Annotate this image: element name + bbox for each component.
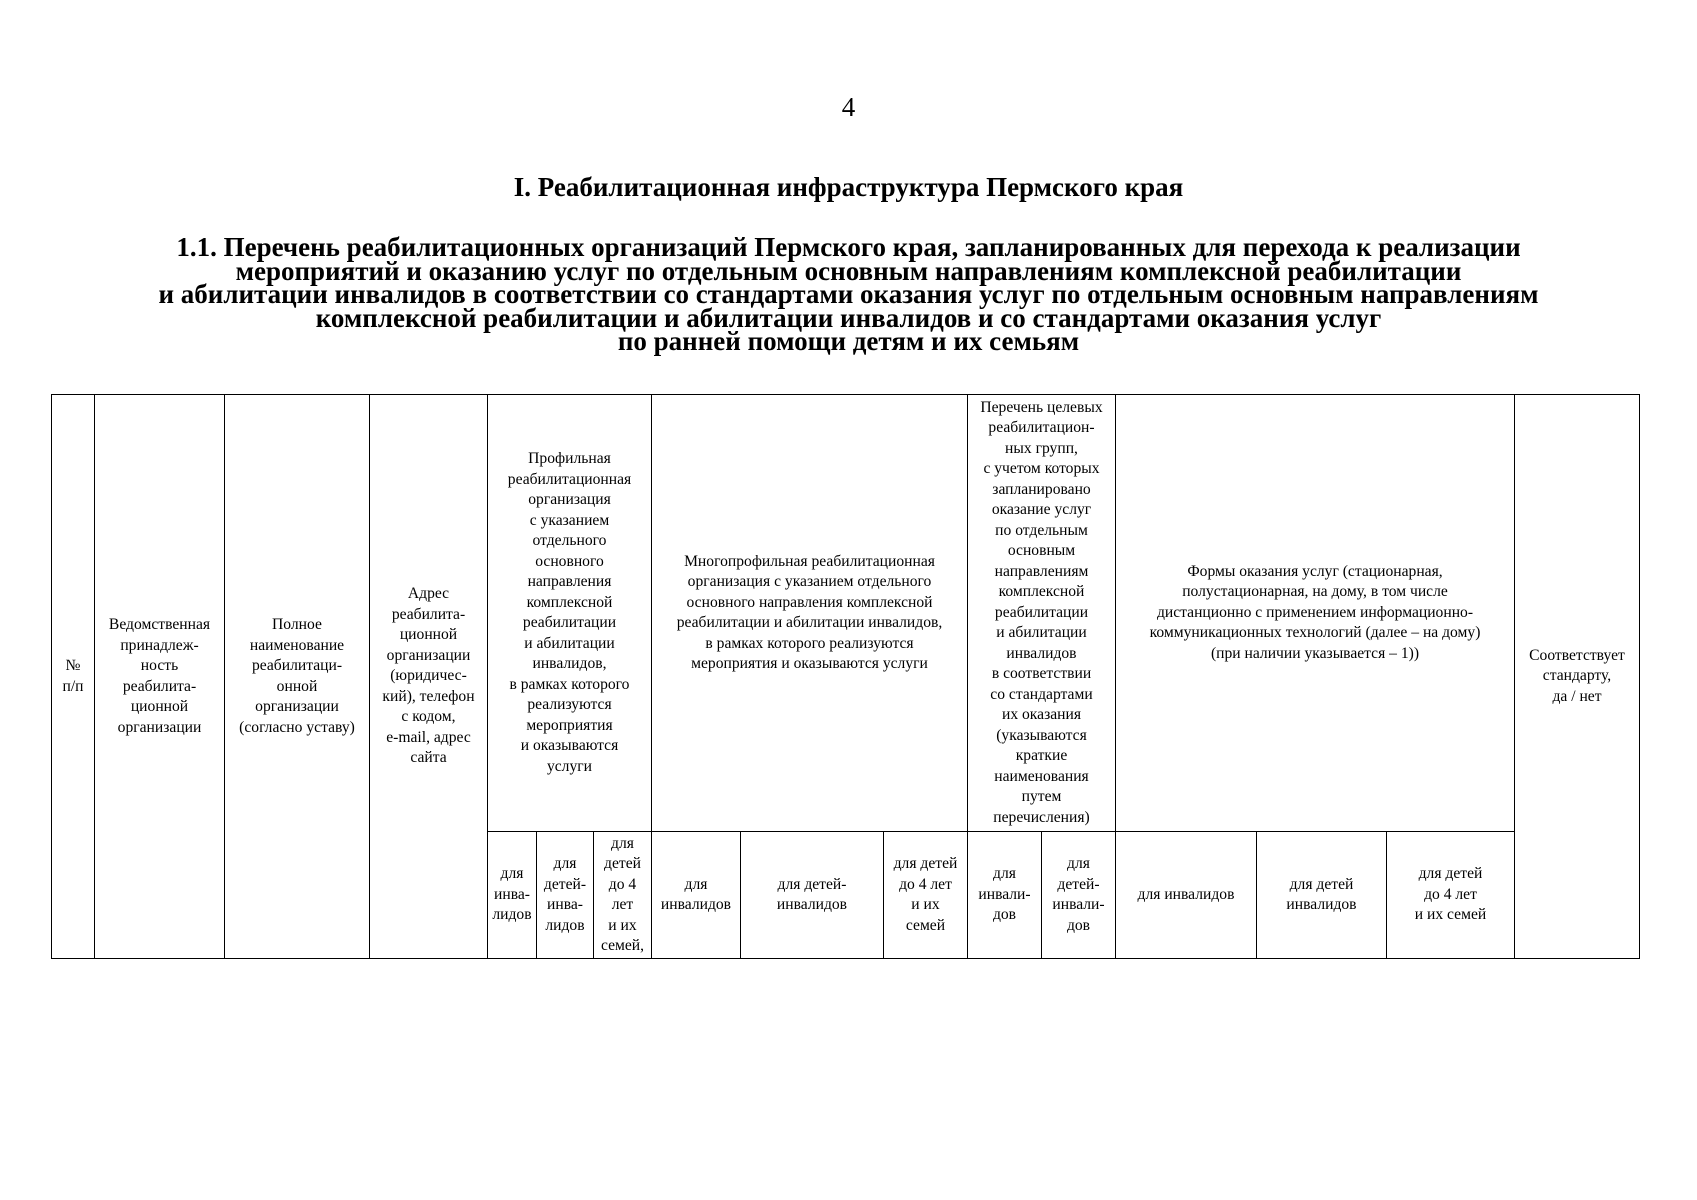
header-row: [52, 395, 1640, 832]
subheading-line: мероприятий и оказанию услуг по отдельным основным направлениям комплексной реабилитации: [235, 255, 1462, 286]
organizations-table: [51, 394, 1640, 959]
subheading-line: комплексной реабилитации и абилитации инвалидов и со стандартами оказания услуг: [315, 302, 1382, 333]
header-cell-address: Адрес реабилита- ционной организации (юридичес- кий), телефон с кодом, e-mail, адрес сайта: [370, 395, 488, 959]
header-cell-service-forms: Формы оказания услуг (стационарная, полустационарная, на дому, в том числе дистанционно с применением информационно- коммуникационных технологий (далее – на дому) (при наличии указывается – 1)): [1116, 395, 1515, 832]
subheading-line: 1.1. Перечень реабилитационных организаций Пермского края, запланированных для перехода к реализации: [176, 232, 1521, 262]
subheading-line: по ранней помощи детям и их семьям: [617, 326, 1080, 357]
page-number: 4: [841, 92, 856, 122]
header-cell-standard: Соответствует стандарту, да / нет: [1515, 395, 1640, 959]
subheader-cell: для инвалидов: [1116, 832, 1257, 959]
header-cell-multi-org: Многопрофильная реабилитационная организация с указанием отдельного основного направления комплексной реабилитации и абилитации инвалидов, в рамках которого реализуются мероприятия и оказываются услуги: [652, 395, 968, 832]
subheader-cell: для инва- лидов: [488, 832, 537, 959]
subheader-cell: для детей инвалидов: [1257, 832, 1387, 959]
subheader-cell: для детей до 4 лет и их семей: [1387, 832, 1515, 959]
subheader-cell: для детей- инва- лидов: [537, 832, 594, 959]
header-cell-target-groups: Перечень целевых реабилитацион- ных групп, с учетом которых запланировано оказание услуг по отдельным основным направлениям комплексной реабилитации и абилитации инвалидов в соответствии со стандартами их оказания (указываются краткие наименования путем перечисления): [968, 395, 1116, 832]
subheader-cell: для инвали- дов: [968, 832, 1042, 959]
subheader-cell: для инвалидов: [652, 832, 741, 959]
header-cell-affiliation: Ведомственная принадлеж- ность реабилита- ционной организации: [95, 395, 225, 959]
subheader-cell: для детей до 4 лет и их семей,: [594, 832, 652, 959]
header-cell-full-name: Полное наименование реабилитаци- онной организации (согласно уставу): [225, 395, 370, 959]
subheader-cell: для детей- инвали- дов: [1042, 832, 1116, 959]
header-cell-profile-org: Профильная реабилитационная организация с указанием отдельного основного направления комплексной реабилитации и абилитации инвалидов, в рамках которого реализуются мероприятия и оказываются услуги: [488, 395, 652, 832]
subheader-cell: для детей до 4 лет и их семей: [884, 832, 968, 959]
subheader-cell: для детей- инвалидов: [741, 832, 884, 959]
subsection-heading: [60, 232, 1637, 357]
section-heading: I. Реабилитационная инфраструктура Пермского края: [513, 172, 1184, 202]
header-cell-number: № п/п: [52, 395, 95, 959]
subheading-line: и абилитации инвалидов в соответствии со стандартами оказания услуг по отдельным основным направлениям: [158, 279, 1539, 310]
